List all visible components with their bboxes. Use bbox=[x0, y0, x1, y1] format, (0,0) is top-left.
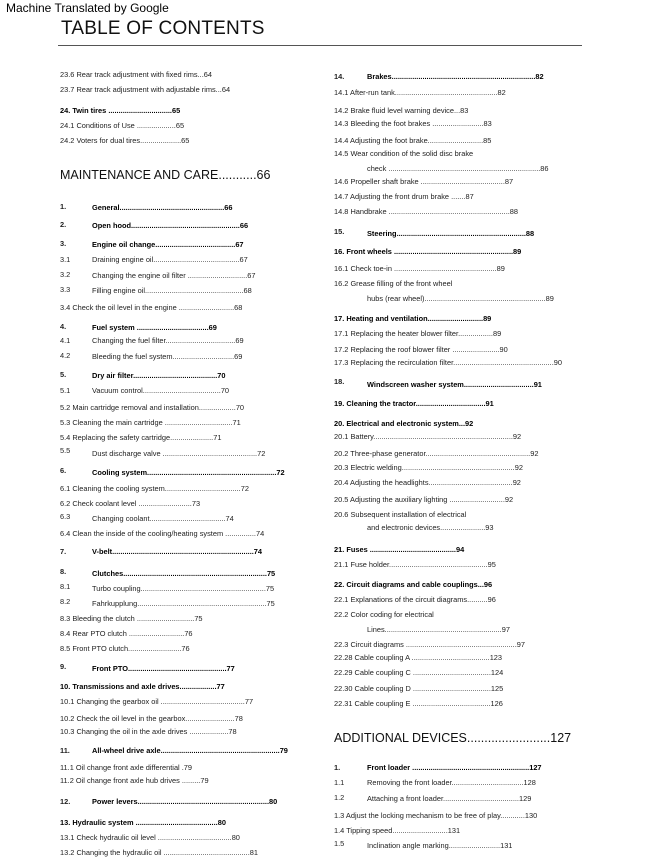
toc-entry[interactable]: 14.5 Wear condition of the solid disc brake bbox=[334, 149, 474, 158]
toc-number: 8.1 bbox=[60, 582, 71, 591]
toc-entry[interactable]: 16.2 Grease filling of the front wheel bbox=[334, 279, 453, 288]
toc-entry[interactable]: Clutches......................................................................75 bbox=[92, 569, 276, 578]
toc-entry[interactable]: 14.8 Handbrake ...........................................................88 bbox=[334, 207, 519, 216]
toc-entry[interactable]: Steering...............................................................88 bbox=[367, 229, 535, 238]
toc-number: 9. bbox=[60, 662, 67, 671]
toc-number: 11. bbox=[60, 746, 70, 755]
toc-entry[interactable]: 24. Twin tires ...............................65 bbox=[60, 106, 181, 115]
toc-entry[interactable]: 11.2 Oil change front axle hub drives .........79 bbox=[60, 776, 209, 785]
toc-number: 3.1 bbox=[60, 255, 71, 264]
toc-entry[interactable]: Removing the front loader...................................128 bbox=[367, 778, 536, 787]
toc-entry[interactable]: Open hood.....................................................66 bbox=[92, 221, 249, 230]
toc-entry[interactable]: 14.2 Brake fluid level warning device...83 bbox=[334, 106, 469, 115]
toc-entry[interactable]: 3.4 Check the oil level in the engine ...........................68 bbox=[60, 303, 243, 312]
toc-entry[interactable]: 22.2 Color coding for electrical bbox=[334, 610, 434, 619]
toc-entry[interactable]: Changing the engine oil filter .............................67 bbox=[92, 271, 256, 280]
toc-number: 6.3 bbox=[60, 512, 71, 521]
toc-entry[interactable]: 6.1 Cleaning the cooling system.....................................72 bbox=[60, 484, 249, 493]
toc-entry[interactable]: 16. Front wheels ..........................................................89 bbox=[334, 247, 522, 256]
toc-entry[interactable]: 20.4 Adjusting the headlights.........................................92 bbox=[334, 478, 521, 487]
page-title: TABLE OF CONTENTS bbox=[61, 18, 265, 39]
toc-entry[interactable]: 14.7 Adjusting the front drum brake .......87 bbox=[334, 192, 474, 201]
toc-entry[interactable]: Changing coolant.....................................74 bbox=[92, 514, 234, 523]
toc-entry[interactable]: 8.5 Front PTO clutch..........................76 bbox=[60, 644, 190, 653]
toc-entry[interactable]: Fuel system ...................................69 bbox=[92, 323, 217, 332]
toc-entry[interactable]: 14.4 Adjusting the foot brake...........................85 bbox=[334, 136, 492, 145]
toc-entry[interactable]: 5.4 Replacing the safety cartridge.....................71 bbox=[60, 433, 222, 442]
toc-entry[interactable]: 22.29 Cable coupling C ......................................124 bbox=[334, 668, 504, 677]
toc-number: 12. bbox=[60, 797, 71, 806]
toc-entry[interactable]: 8.4 Rear PTO clutch ...........................76 bbox=[60, 629, 193, 638]
toc-number: 3.2 bbox=[60, 270, 71, 279]
toc-entry[interactable]: Draining engine oil..........................................67 bbox=[92, 255, 248, 264]
toc-entry[interactable]: 16.1 Check toe-in ..................................................89 bbox=[334, 264, 505, 273]
toc-entry[interactable]: Lines.........................................................97 bbox=[367, 625, 510, 634]
toc-entry[interactable]: 14.3 Bleeding the foot brakes .........................83 bbox=[334, 119, 492, 128]
toc-entry[interactable]: hubs (rear wheel)...........................................................89 bbox=[367, 294, 554, 303]
toc-entry[interactable]: check ..........................................................................86 bbox=[367, 164, 549, 173]
toc-entry[interactable]: 20. Electrical and electronic system...92 bbox=[334, 419, 474, 428]
toc-entry[interactable]: 6.2 Check coolant level ..........................73 bbox=[60, 499, 201, 508]
toc-number: 6. bbox=[60, 466, 67, 475]
toc-number: 4.2 bbox=[60, 351, 71, 360]
toc-entry[interactable]: Inclination angle marking.........................131 bbox=[367, 841, 513, 850]
toc-number: 2. bbox=[60, 220, 67, 229]
toc-entry[interactable]: 20.5 Adjusting the auxiliary lighting ...........................92 bbox=[334, 495, 514, 504]
toc-number: 1.1 bbox=[334, 778, 345, 787]
section-heading-additional-devices[interactable]: ADDITIONAL DEVICES........................127 bbox=[334, 731, 572, 745]
toc-entry[interactable]: 22.3 Circuit diagrams ......................................................97 bbox=[334, 640, 525, 649]
toc-entry[interactable]: 13. Hydraulic system ........................................80 bbox=[60, 818, 226, 827]
toc-entry[interactable]: Vacuum control......................................70 bbox=[92, 386, 230, 395]
toc-entry[interactable]: 22. Circuit diagrams and cable couplings...96 bbox=[334, 580, 493, 589]
toc-entry[interactable]: 23.7 Rear track adjustment with adjustable rims...64 bbox=[60, 85, 231, 94]
toc-entry[interactable]: 10.3 Changing the oil in the axle drives ...................78 bbox=[60, 727, 237, 736]
toc-entry[interactable]: V-belt.....................................................................74 bbox=[92, 547, 263, 556]
toc-entry[interactable]: 20.2 Three-phase generator...................................................92 bbox=[334, 449, 539, 458]
toc-entry[interactable]: 1.4 Tipping speed...........................131 bbox=[334, 826, 461, 835]
toc-entry[interactable]: Front loader .........................................................127 bbox=[367, 763, 542, 772]
toc-entry[interactable]: 22.31 Cable coupling E ......................................126 bbox=[334, 699, 503, 708]
toc-entry[interactable]: 21.1 Fuse holder................................................95 bbox=[334, 560, 496, 569]
toc-entry[interactable]: 5.3 Cleaning the main cartridge .................................71 bbox=[60, 418, 241, 427]
toc-entry[interactable]: Brakes......................................................................82 bbox=[367, 72, 544, 81]
toc-entry[interactable]: 17. Heating and ventilation...........................89 bbox=[334, 314, 492, 323]
toc-entry[interactable]: Windscreen washer system..................................91 bbox=[367, 380, 542, 389]
toc-entry[interactable]: 23.6 Rear track adjustment with fixed rims...64 bbox=[60, 70, 212, 79]
toc-entry[interactable]: Filling engine oil................................................68 bbox=[92, 286, 252, 295]
toc-number: 1. bbox=[60, 202, 67, 211]
toc-entry[interactable]: 13.1 Check hydraulic oil level ....................................80 bbox=[60, 833, 240, 842]
toc-entry[interactable]: 10. Transmissions and axle drives..................77 bbox=[60, 682, 225, 691]
toc-number: 5.5 bbox=[60, 446, 71, 455]
toc-entry[interactable]: Turbo coupling.............................................................75 bbox=[92, 584, 275, 593]
toc-entry[interactable]: Engine oil change.......................................67 bbox=[92, 240, 244, 249]
toc-entry[interactable]: 17.3 Replacing the recirculation filter.................................................90 bbox=[334, 358, 562, 367]
toc-entry[interactable]: 11.1 Oil change front axle differential .79 bbox=[60, 763, 193, 772]
toc-entry[interactable]: 17.2 Replacing the roof blower filter .......................90 bbox=[334, 345, 508, 354]
toc-number: 4. bbox=[60, 322, 67, 331]
title-rule bbox=[58, 45, 582, 46]
toc-entry[interactable]: 8.3 Bleeding the clutch ............................75 bbox=[60, 614, 203, 623]
toc-entry[interactable]: 24.1 Conditions of Use ...................65 bbox=[60, 121, 185, 130]
toc-entry[interactable]: 22.28 Cable coupling A ......................................123 bbox=[334, 653, 503, 662]
toc-entry[interactable]: Cooling system...............................................................72 bbox=[92, 468, 285, 477]
toc-entry[interactable]: 6.4 Clean the inside of the cooling/heating system ...............74 bbox=[60, 529, 265, 538]
toc-number: 4.1 bbox=[60, 336, 71, 345]
toc-entry[interactable]: 19. Cleaning the tractor..................................91 bbox=[334, 399, 494, 408]
toc-entry[interactable]: Fahrkupplung...............................................................75 bbox=[92, 599, 275, 608]
toc-number: 15. bbox=[334, 227, 345, 236]
toc-entry[interactable]: 13.2 Changing the hydraulic oil ..........................................81 bbox=[60, 848, 258, 857]
toc-number: 5.1 bbox=[60, 386, 71, 395]
toc-entry[interactable]: 24.2 Voters for dual tires....................65 bbox=[60, 136, 190, 145]
toc-entry[interactable]: General...................................................66 bbox=[92, 203, 233, 212]
toc-number: 14. bbox=[334, 72, 345, 81]
toc-entry[interactable]: All-wheel drive axle..........................................................79 bbox=[92, 746, 288, 755]
toc-entry[interactable]: Attaching a front loader.....................................129 bbox=[367, 794, 532, 803]
toc-number: 8. bbox=[60, 567, 67, 576]
toc-number: 3. bbox=[60, 239, 67, 248]
machine-translation-banner: Machine Translated by Google bbox=[6, 1, 169, 15]
toc-number: 18. bbox=[334, 377, 345, 386]
toc-number: 8.2 bbox=[60, 597, 71, 606]
toc-entry[interactable]: 22.1 Explanations of the circuit diagrams..........96 bbox=[334, 595, 496, 604]
toc-entry[interactable]: 14.6 Propeller shaft brake .........................................87 bbox=[334, 177, 514, 186]
toc-entry[interactable]: 10.1 Changing the gearbox oil .........................................77 bbox=[60, 697, 254, 706]
toc-number: 1. bbox=[334, 763, 341, 772]
toc-number: 7. bbox=[60, 547, 67, 556]
toc-entry[interactable]: Bleeding the fuel system..............................69 bbox=[92, 352, 243, 361]
toc-entry[interactable]: Changing the fuel filter..................................69 bbox=[92, 336, 244, 345]
toc-entry[interactable]: Dust discharge valve ..............................................72 bbox=[92, 449, 266, 458]
toc-number: 1.5 bbox=[334, 839, 345, 848]
toc-entry[interactable]: and electronic devices......................93 bbox=[367, 523, 494, 532]
toc-entry[interactable]: 17.1 Replacing the heater blower filter.................89 bbox=[334, 329, 502, 338]
toc-entry[interactable]: Power levers................................................................80 bbox=[92, 797, 278, 806]
toc-number: 3.3 bbox=[60, 285, 71, 294]
toc-entry[interactable]: 20.1 Battery....................................................................92 bbox=[334, 432, 522, 441]
toc-entry[interactable]: 22.30 Cable coupling D ......................................125 bbox=[334, 684, 504, 693]
section-heading-maintenance[interactable]: MAINTENANCE AND CARE...........66 bbox=[60, 168, 271, 182]
toc-entry[interactable]: 20.6 Subsequent installation of electrical bbox=[334, 510, 467, 519]
toc-entry[interactable]: Front PTO................................................77 bbox=[92, 664, 235, 673]
toc-entry[interactable]: 1.3 Adjust the locking mechanism to be free of play............130 bbox=[334, 811, 538, 820]
toc-entry[interactable]: 21. Fuses ..........................................94 bbox=[334, 545, 465, 554]
toc-number: 5. bbox=[60, 370, 67, 379]
toc-number: 1.2 bbox=[334, 793, 345, 802]
toc-entry[interactable]: 10.2 Check the oil level in the gearbox........................78 bbox=[60, 714, 243, 723]
toc-entry[interactable]: 14.1 After-run tank..................................................82 bbox=[334, 88, 506, 97]
toc-entry[interactable]: Dry air filter.........................................70 bbox=[92, 371, 226, 380]
toc-entry[interactable]: 20.3 Electric welding.......................................................92 bbox=[334, 463, 523, 472]
toc-entry[interactable]: 5.2 Main cartridge removal and installation..................70 bbox=[60, 403, 245, 412]
